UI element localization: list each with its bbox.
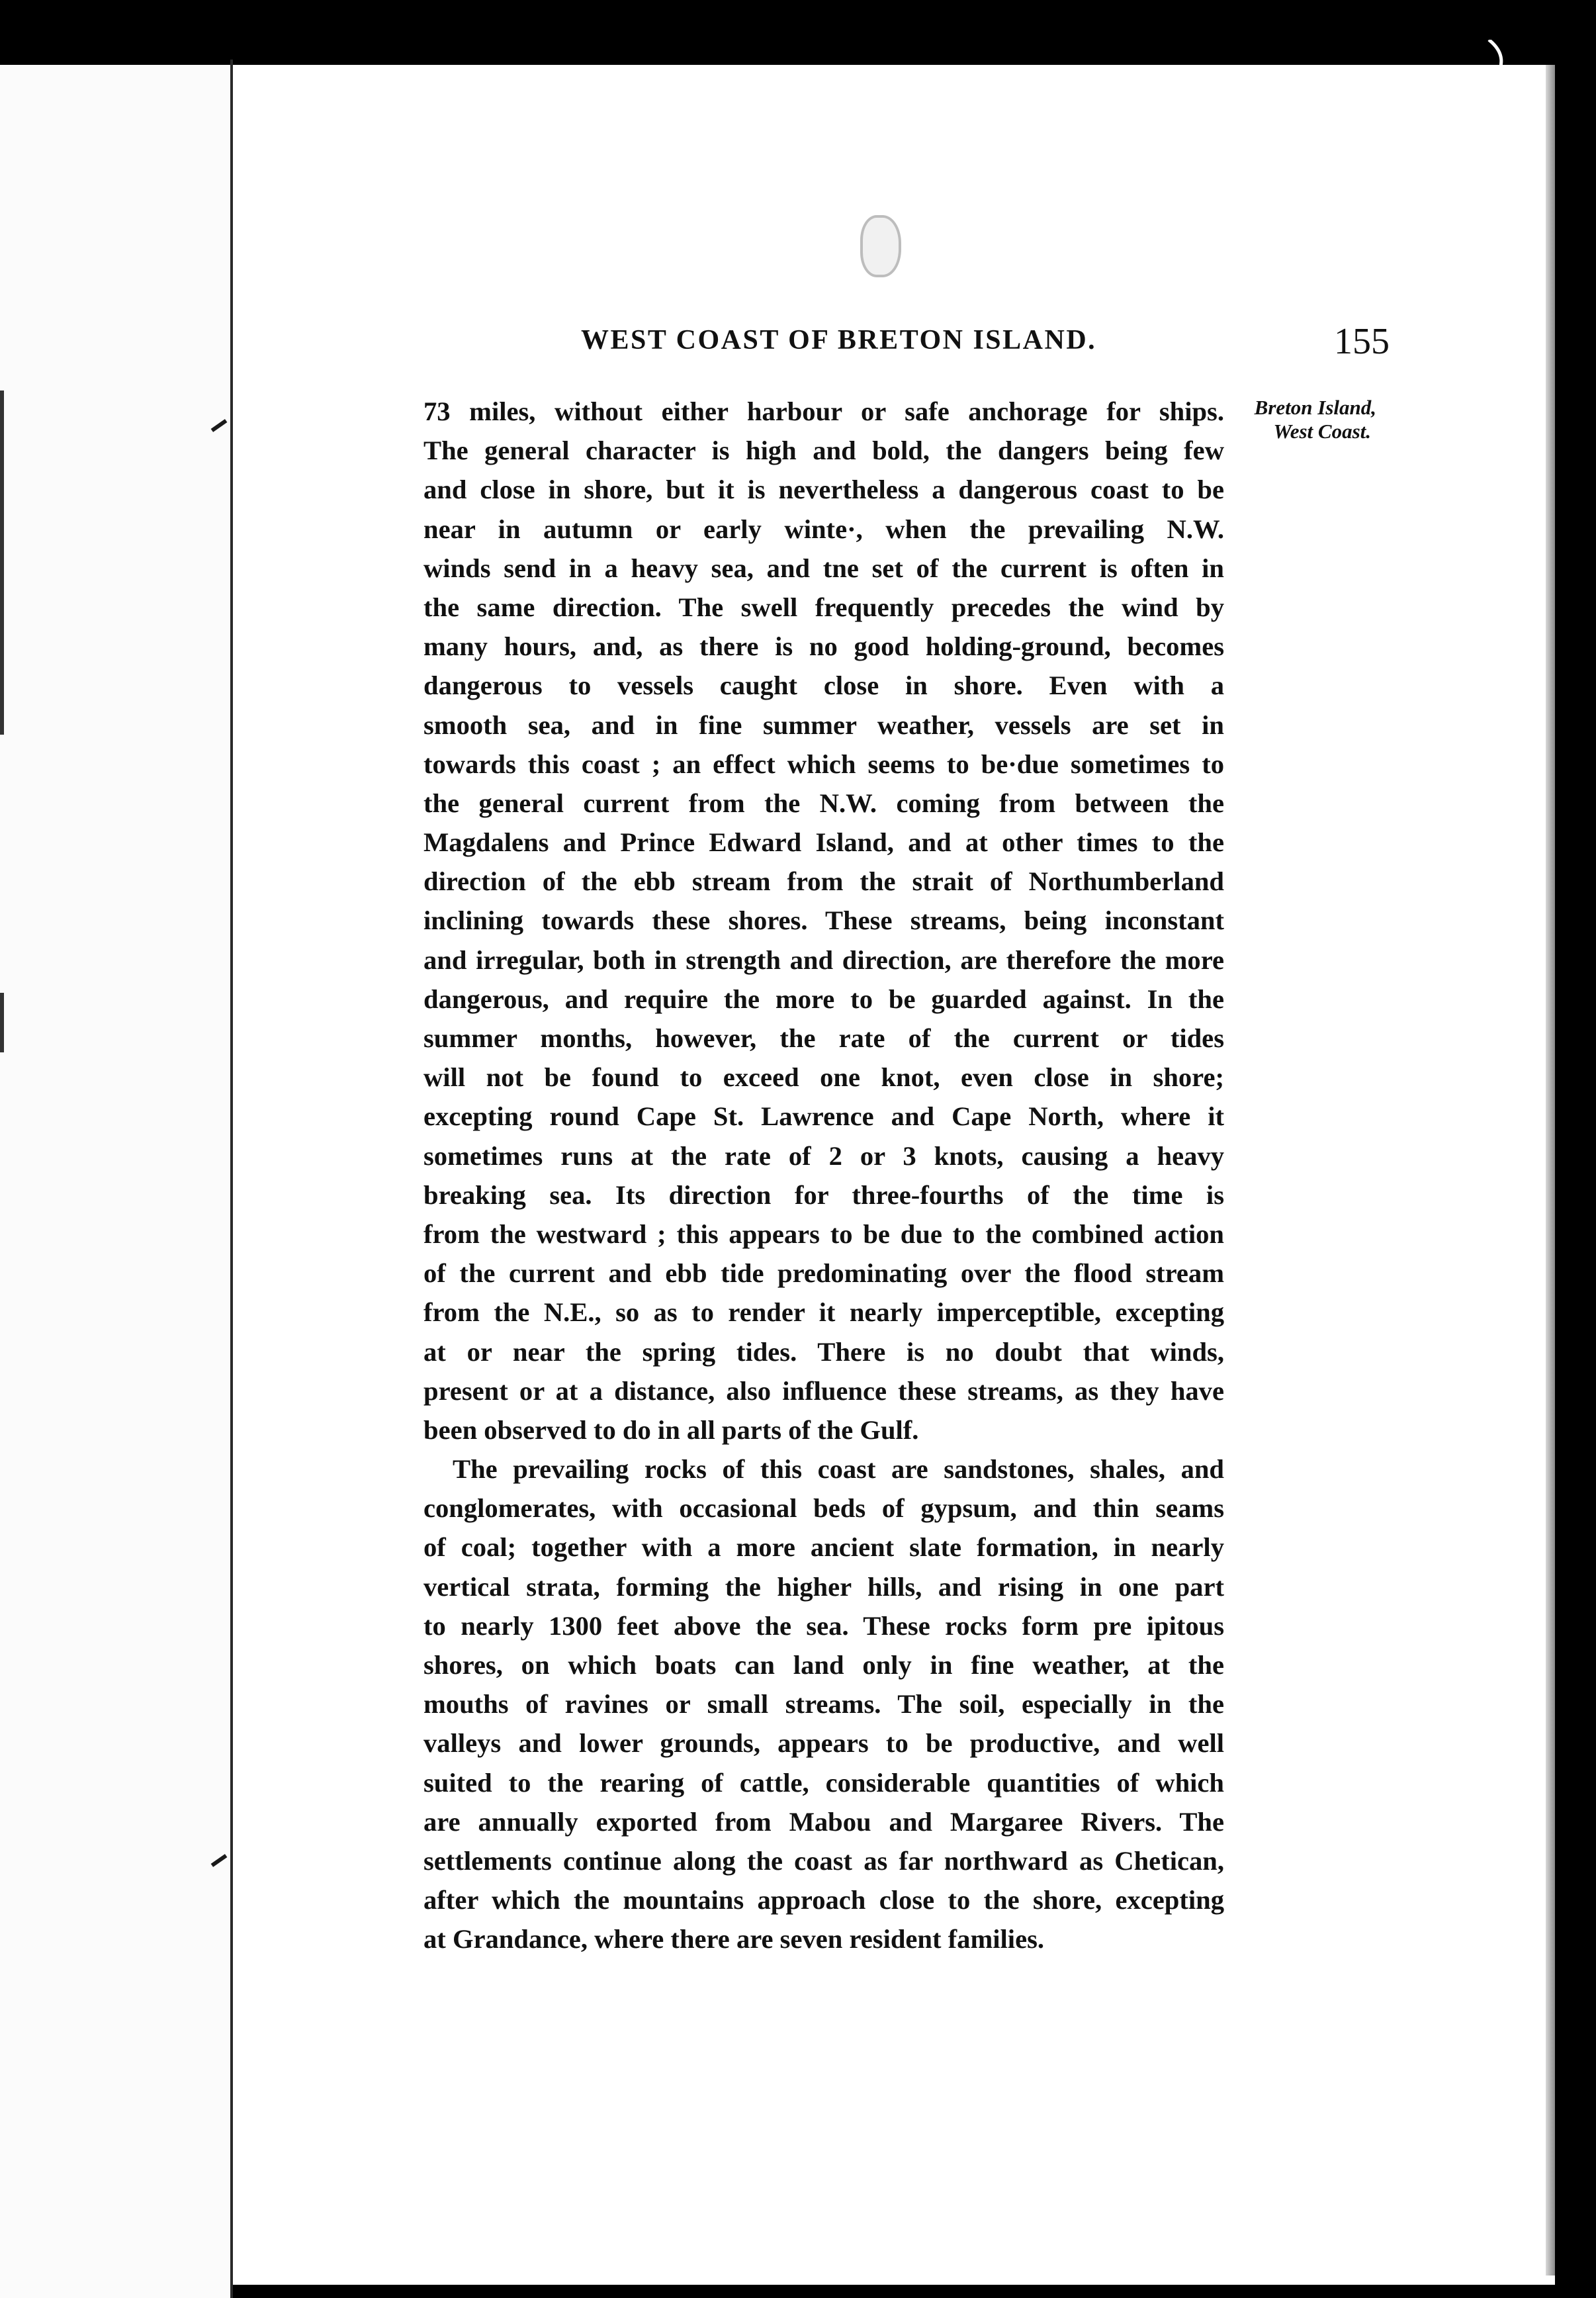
text-line: settlements continue along the coast as far northward as Chetican, <box>423 1845 1224 1876</box>
margin-note-line: Breton Island, <box>1254 396 1376 419</box>
text-line: after which the mountains approach close to the shore, excepting <box>423 1885 1224 1915</box>
margin-note <box>1237 396 1376 443</box>
paper-blemish <box>860 215 901 277</box>
text-line: mouths of ravines or small streams. The soil, especially in the <box>423 1689 1224 1720</box>
text-line: are annually exported from Mabou and Margaree Rivers. The <box>423 1806 1224 1837</box>
text-line: towards this coast ; an effect which seems to be·due sometimes to <box>423 749 1224 779</box>
text-line: dangerous, and require the more to be guarded against. In the <box>423 984 1224 1014</box>
text-line: from the N.E., so as to render it nearly imperceptible, excepting <box>423 1297 1224 1328</box>
text-line: shores, on which boats can land only in fine weather, at the <box>423 1650 1224 1680</box>
text-line: near in autumn or early winte·, when the prevailing N.W. <box>423 514 1224 544</box>
text-line: at or near the spring tides. There is no doubt that winds, <box>423 1336 1224 1367</box>
page-number: 155 <box>1334 321 1390 362</box>
text-line: from the westward ; this appears to be due to the combined action <box>423 1218 1224 1249</box>
facing-page-mark <box>0 993 4 1052</box>
text-line: will not be found to exceed one knot, even close in shore; <box>423 1062 1224 1093</box>
running-head <box>423 321 1390 364</box>
scan-border-right <box>1555 0 1596 2298</box>
margin-note-line: West Coast. <box>1273 420 1371 443</box>
text-line: many hours, and, as there is no good holding-ground, becomes <box>423 631 1224 662</box>
text-line: the general current from the N.W. coming from between the <box>423 788 1224 818</box>
scan-border-top <box>0 0 1596 65</box>
scan-border-bottom <box>0 2285 1596 2298</box>
text-line: summer months, however, the rate of the current or tides <box>423 1023 1224 1053</box>
running-title: WEST COAST OF BRETON ISLAND. <box>581 325 1097 355</box>
body-text <box>423 392 1224 1959</box>
page-fold-line <box>230 60 233 2298</box>
text-line: Magdalens and Prince Edward Island, and at other times to the <box>423 827 1224 858</box>
page-edge-shadow <box>1546 65 1555 2275</box>
text-line: of the current and ebb tide predominating over the flood stream <box>423 1258 1224 1289</box>
text-line: winds send in a heavy sea, and tne set of the current is often in <box>423 553 1224 583</box>
text-line: The prevailing rocks of this coast are sandstones, shales, and <box>453 1454 1224 1485</box>
text-line: at Grandance, where there are seven resident families. <box>423 1924 1045 1954</box>
text-line: breaking sea. Its direction for three-fourths of the time is <box>423 1179 1224 1210</box>
text-line: the same direction. The swell frequently precedes the wind by <box>423 592 1224 622</box>
paragraph <box>423 1449 1224 1958</box>
corner-scribble-mark <box>1476 40 1555 185</box>
text-line: vertical strata, forming the higher hills, and rising in one part <box>423 1571 1224 1602</box>
text-line: of coal; together with a more ancient slate formation, in nearly <box>423 1532 1224 1563</box>
text-line: and close in shore, but it is nevertheless a dangerous coast to be <box>423 475 1224 505</box>
text-line: excepting round Cape St. Lawrence and Cape North, where it <box>423 1101 1224 1132</box>
text-line: present or at a distance, also influence these streams, as they have <box>423 1375 1224 1406</box>
text-line: sometimes runs at the rate of 2 or 3 knots, causing a heavy <box>423 1140 1224 1171</box>
text-line: 73 miles, without either harbour or safe anchorage for ships. <box>423 396 1224 426</box>
text-line: The general character is high and bold, the dangers being few <box>423 436 1224 466</box>
facing-page-mark <box>0 391 4 735</box>
text-line: direction of the ebb stream from the strait of Northumberland <box>423 866 1224 897</box>
text-line: conglomerates, with occasional beds of gypsum, and thin seams <box>423 1493 1224 1524</box>
text-line: inclining towards these shores. These streams, being inconstant <box>423 905 1224 936</box>
text-line: valleys and lower grounds, appears to be productive, and well <box>423 1728 1224 1759</box>
text-line: suited to the rearing of cattle, considerable quantities of which <box>423 1767 1224 1798</box>
text-line: to nearly 1300 feet above the sea. These rocks form pre ipitous <box>423 1610 1224 1641</box>
text-line: been observed to do in all parts of the Gulf. <box>423 1414 919 1445</box>
paragraph <box>423 392 1224 1449</box>
text-line: and irregular, both in strength and direction, are therefore the more <box>423 944 1224 975</box>
text-line: smooth sea, and in fine summer weather, vessels are set in <box>423 710 1224 740</box>
text-line: dangerous to vessels caught close in shore. Even with a <box>423 670 1224 701</box>
facing-page-edge <box>0 65 230 2298</box>
